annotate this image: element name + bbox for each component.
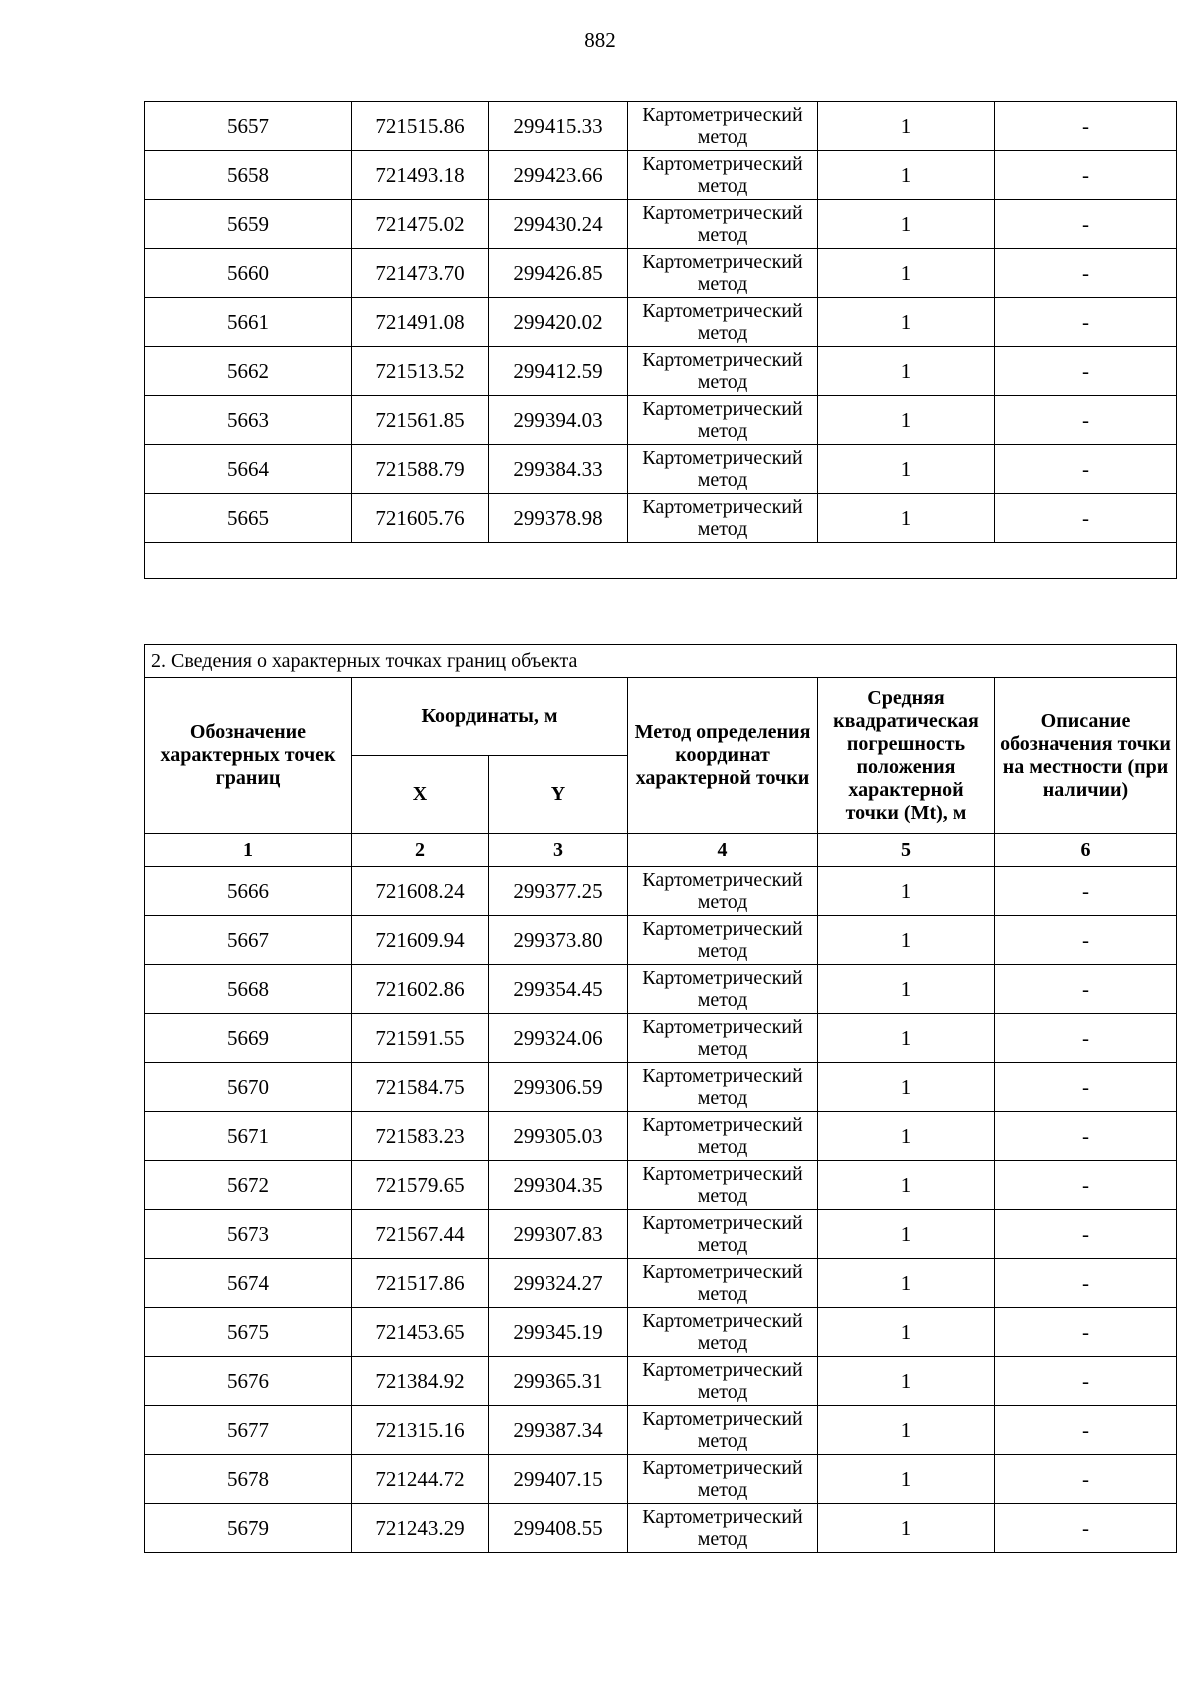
point-id-cell: 5675 xyxy=(145,1308,352,1357)
error-cell: 1 xyxy=(818,1259,995,1308)
description-cell: - xyxy=(995,1063,1177,1112)
table-row xyxy=(145,347,1177,396)
x-coordinate-cell: 721517.86 xyxy=(352,1259,489,1308)
table-title: 2. Сведения о характерных точках границ объекта xyxy=(145,645,1177,678)
error-cell: 1 xyxy=(818,445,995,494)
y-coordinate-cell: 299412.59 xyxy=(489,347,628,396)
method-cell: Картометрический метод xyxy=(628,494,818,543)
description-cell: - xyxy=(995,1455,1177,1504)
description-cell: - xyxy=(995,1112,1177,1161)
y-coordinate-cell: 299324.06 xyxy=(489,1014,628,1063)
column-number: 2 xyxy=(352,834,489,867)
point-id-cell: 5657 xyxy=(145,102,352,151)
table-row xyxy=(145,151,1177,200)
x-coordinate-cell: 721567.44 xyxy=(352,1210,489,1259)
description-cell: - xyxy=(995,1357,1177,1406)
table-row xyxy=(145,1063,1177,1112)
header-designation: Обозначение характерных точек границ xyxy=(145,678,352,834)
x-coordinate-cell: 721605.76 xyxy=(352,494,489,543)
column-number: 1 xyxy=(145,834,352,867)
error-cell: 1 xyxy=(818,151,995,200)
error-cell: 1 xyxy=(818,1308,995,1357)
point-id-cell: 5665 xyxy=(145,494,352,543)
empty-cell xyxy=(145,543,1177,579)
x-coordinate-cell: 721244.72 xyxy=(352,1455,489,1504)
point-id-cell: 5666 xyxy=(145,867,352,916)
table-row xyxy=(145,1455,1177,1504)
x-coordinate-cell: 721473.70 xyxy=(352,249,489,298)
header-description: Описание обозначения точки на местности (при наличии) xyxy=(995,678,1177,834)
error-cell: 1 xyxy=(818,1455,995,1504)
y-coordinate-cell: 299430.24 xyxy=(489,200,628,249)
x-coordinate-cell: 721243.29 xyxy=(352,1504,489,1553)
point-id-cell: 5676 xyxy=(145,1357,352,1406)
point-id-cell: 5658 xyxy=(145,151,352,200)
description-cell: - xyxy=(995,200,1177,249)
y-coordinate-cell: 299407.15 xyxy=(489,1455,628,1504)
point-id-cell: 5664 xyxy=(145,445,352,494)
description-cell: - xyxy=(995,396,1177,445)
table-row xyxy=(145,1161,1177,1210)
y-coordinate-cell: 299408.55 xyxy=(489,1504,628,1553)
column-number: 5 xyxy=(818,834,995,867)
table-row xyxy=(145,867,1177,916)
method-cell: Картометрический метод xyxy=(628,396,818,445)
point-id-cell: 5673 xyxy=(145,1210,352,1259)
method-cell: Картометрический метод xyxy=(628,200,818,249)
x-coordinate-cell: 721491.08 xyxy=(352,298,489,347)
error-cell: 1 xyxy=(818,1357,995,1406)
method-cell: Картометрический метод xyxy=(628,1161,818,1210)
header-coordinates: Координаты, м xyxy=(352,678,628,756)
x-coordinate-cell: 721609.94 xyxy=(352,916,489,965)
error-cell: 1 xyxy=(818,298,995,347)
y-coordinate-cell: 299423.66 xyxy=(489,151,628,200)
y-coordinate-cell: 299324.27 xyxy=(489,1259,628,1308)
point-id-cell: 5679 xyxy=(145,1504,352,1553)
x-coordinate-cell: 721584.75 xyxy=(352,1063,489,1112)
x-coordinate-cell: 721579.65 xyxy=(352,1161,489,1210)
y-coordinate-cell: 299426.85 xyxy=(489,249,628,298)
error-cell: 1 xyxy=(818,200,995,249)
point-id-cell: 5667 xyxy=(145,916,352,965)
x-coordinate-cell: 721608.24 xyxy=(352,867,489,916)
header-method: Метод определения координат характерной точки xyxy=(628,678,818,834)
method-cell: Картометрический метод xyxy=(628,1406,818,1455)
y-coordinate-cell: 299304.35 xyxy=(489,1161,628,1210)
y-coordinate-cell: 299305.03 xyxy=(489,1112,628,1161)
x-coordinate-cell: 721315.16 xyxy=(352,1406,489,1455)
error-cell: 1 xyxy=(818,494,995,543)
table-row xyxy=(145,916,1177,965)
method-cell: Картометрический метод xyxy=(628,1259,818,1308)
x-coordinate-cell: 721384.92 xyxy=(352,1357,489,1406)
point-id-cell: 5674 xyxy=(145,1259,352,1308)
method-cell: Картометрический метод xyxy=(628,1504,818,1553)
description-cell: - xyxy=(995,151,1177,200)
method-cell: Картометрический метод xyxy=(628,867,818,916)
point-id-cell: 5669 xyxy=(145,1014,352,1063)
table-row xyxy=(145,1504,1177,1553)
column-number: 4 xyxy=(628,834,818,867)
method-cell: Картометрический метод xyxy=(628,1357,818,1406)
description-cell: - xyxy=(995,1308,1177,1357)
description-cell: - xyxy=(995,1504,1177,1553)
point-id-cell: 5660 xyxy=(145,249,352,298)
error-cell: 1 xyxy=(818,965,995,1014)
column-number: 6 xyxy=(995,834,1177,867)
x-coordinate-cell: 721583.23 xyxy=(352,1112,489,1161)
y-coordinate-cell: 299373.80 xyxy=(489,916,628,965)
error-cell: 1 xyxy=(818,396,995,445)
error-cell: 1 xyxy=(818,102,995,151)
x-coordinate-cell: 721453.65 xyxy=(352,1308,489,1357)
error-cell: 1 xyxy=(818,1014,995,1063)
point-id-cell: 5677 xyxy=(145,1406,352,1455)
error-cell: 1 xyxy=(818,916,995,965)
error-cell: 1 xyxy=(818,249,995,298)
x-coordinate-cell: 721561.85 xyxy=(352,396,489,445)
y-coordinate-cell: 299365.31 xyxy=(489,1357,628,1406)
error-cell: 1 xyxy=(818,1504,995,1553)
header-y: Y xyxy=(489,756,628,834)
method-cell: Картометрический метод xyxy=(628,151,818,200)
error-cell: 1 xyxy=(818,1112,995,1161)
y-coordinate-cell: 299378.98 xyxy=(489,494,628,543)
error-cell: 1 xyxy=(818,1210,995,1259)
method-cell: Картометрический метод xyxy=(628,445,818,494)
point-id-cell: 5661 xyxy=(145,298,352,347)
table-row xyxy=(145,298,1177,347)
x-coordinate-cell: 721513.52 xyxy=(352,347,489,396)
method-cell: Картометрический метод xyxy=(628,102,818,151)
description-cell: - xyxy=(995,1406,1177,1455)
method-cell: Картометрический метод xyxy=(628,249,818,298)
table-row xyxy=(145,445,1177,494)
page-number: 882 xyxy=(584,28,616,52)
description-cell: - xyxy=(995,965,1177,1014)
empty-row xyxy=(145,543,1177,579)
error-cell: 1 xyxy=(818,1063,995,1112)
description-cell: - xyxy=(995,916,1177,965)
error-cell: 1 xyxy=(818,1406,995,1455)
table-row xyxy=(145,1112,1177,1161)
y-coordinate-cell: 299306.59 xyxy=(489,1063,628,1112)
description-cell: - xyxy=(995,298,1177,347)
point-id-cell: 5663 xyxy=(145,396,352,445)
point-id-cell: 5668 xyxy=(145,965,352,1014)
table-row xyxy=(145,1210,1177,1259)
method-cell: Картометрический метод xyxy=(628,965,818,1014)
point-id-cell: 5659 xyxy=(145,200,352,249)
table-row xyxy=(145,200,1177,249)
points-table-continued xyxy=(144,101,1177,579)
error-cell: 1 xyxy=(818,867,995,916)
method-cell: Картометрический метод xyxy=(628,1063,818,1112)
table-row xyxy=(145,965,1177,1014)
y-coordinate-cell: 299345.19 xyxy=(489,1308,628,1357)
table-row xyxy=(145,249,1177,298)
table-row xyxy=(145,1406,1177,1455)
x-coordinate-cell: 721602.86 xyxy=(352,965,489,1014)
boundary-points-table-body xyxy=(145,867,1177,1553)
point-id-cell: 5662 xyxy=(145,347,352,396)
method-cell: Картометрический метод xyxy=(628,1112,818,1161)
method-cell: Картометрический метод xyxy=(628,916,818,965)
boundary-points-table xyxy=(144,644,1177,1553)
method-cell: Картометрический метод xyxy=(628,1308,818,1357)
y-coordinate-cell: 299384.33 xyxy=(489,445,628,494)
error-cell: 1 xyxy=(818,347,995,396)
point-id-cell: 5678 xyxy=(145,1455,352,1504)
method-cell: Картометрический метод xyxy=(628,1014,818,1063)
table-row xyxy=(145,1357,1177,1406)
description-cell: - xyxy=(995,347,1177,396)
description-cell: - xyxy=(995,1210,1177,1259)
method-cell: Картометрический метод xyxy=(628,347,818,396)
description-cell: - xyxy=(995,1259,1177,1308)
table-row xyxy=(145,102,1177,151)
x-coordinate-cell: 721591.55 xyxy=(352,1014,489,1063)
table-row xyxy=(145,1014,1177,1063)
description-cell: - xyxy=(995,494,1177,543)
description-cell: - xyxy=(995,249,1177,298)
point-id-cell: 5670 xyxy=(145,1063,352,1112)
method-cell: Картометрический метод xyxy=(628,1210,818,1259)
column-number: 3 xyxy=(489,834,628,867)
table-row xyxy=(145,1308,1177,1357)
x-coordinate-cell: 721515.86 xyxy=(352,102,489,151)
table-row xyxy=(145,494,1177,543)
point-id-cell: 5672 xyxy=(145,1161,352,1210)
y-coordinate-cell: 299394.03 xyxy=(489,396,628,445)
points-table-continued-body xyxy=(145,102,1177,579)
x-coordinate-cell: 721588.79 xyxy=(352,445,489,494)
method-cell: Картометрический метод xyxy=(628,298,818,347)
y-coordinate-cell: 299387.34 xyxy=(489,1406,628,1455)
description-cell: - xyxy=(995,1161,1177,1210)
method-cell: Картометрический метод xyxy=(628,1455,818,1504)
table-row xyxy=(145,1259,1177,1308)
y-coordinate-cell: 299415.33 xyxy=(489,102,628,151)
table-row xyxy=(145,396,1177,445)
description-cell: - xyxy=(995,1014,1177,1063)
y-coordinate-cell: 299307.83 xyxy=(489,1210,628,1259)
point-id-cell: 5671 xyxy=(145,1112,352,1161)
description-cell: - xyxy=(995,867,1177,916)
header-x: X xyxy=(352,756,489,834)
error-cell: 1 xyxy=(818,1161,995,1210)
description-cell: - xyxy=(995,102,1177,151)
header-error: Средняя квадратическая погрешность положения характерной точки (Mt), м xyxy=(818,678,995,834)
x-coordinate-cell: 721493.18 xyxy=(352,151,489,200)
x-coordinate-cell: 721475.02 xyxy=(352,200,489,249)
y-coordinate-cell: 299354.45 xyxy=(489,965,628,1014)
description-cell: - xyxy=(995,445,1177,494)
y-coordinate-cell: 299377.25 xyxy=(489,867,628,916)
y-coordinate-cell: 299420.02 xyxy=(489,298,628,347)
